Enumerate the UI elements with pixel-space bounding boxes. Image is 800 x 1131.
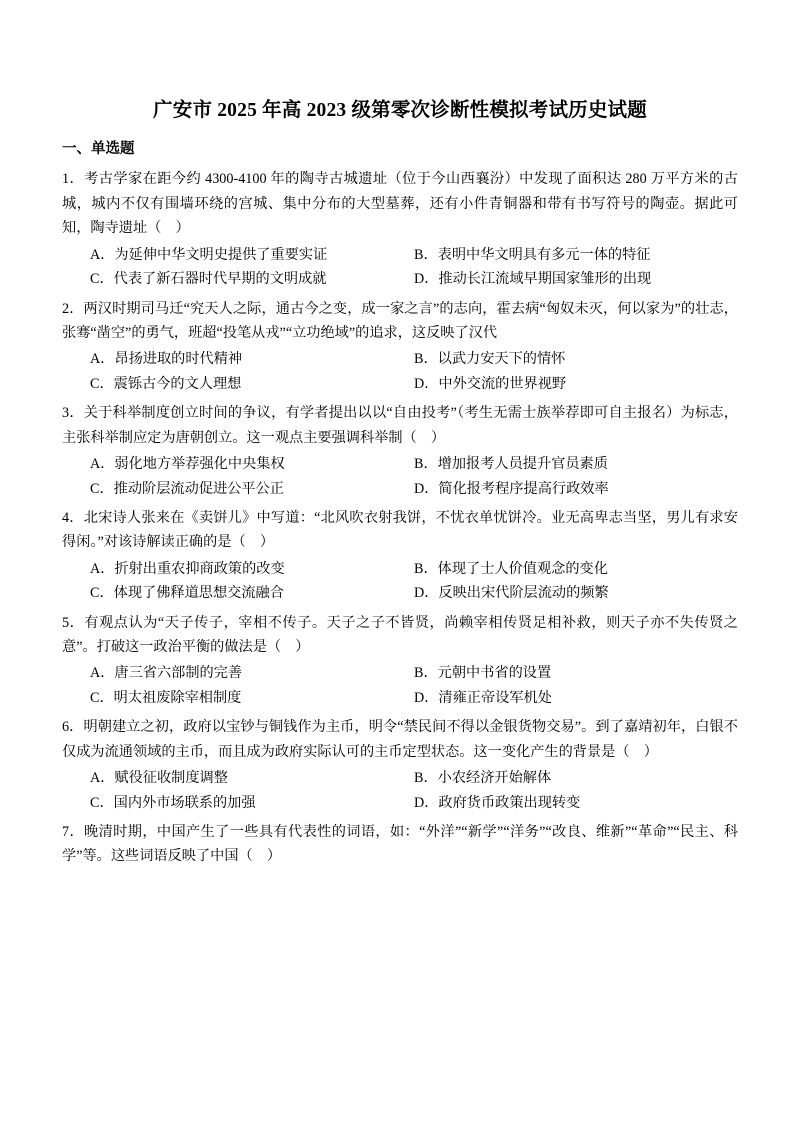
option-row	[62, 791, 738, 815]
question-item	[62, 506, 738, 606]
option-d[interactable]: D．中外交流的世界视野	[414, 375, 567, 392]
question-number: 5．	[62, 614, 85, 631]
option-c[interactable]: C．国内外市场联系的加强	[90, 794, 256, 811]
option-d[interactable]: D．反映出宋代阶层流动的频繁	[414, 585, 609, 602]
option-c[interactable]: C．推动阶层流动促进公平公正	[90, 480, 284, 497]
question-number: 7．	[62, 823, 85, 840]
option-row	[62, 557, 738, 581]
question-text: 两汉时期司马迁“究天人之际，通古今之变，成一家之言”的志向，霍去病“匈奴未灭，何以家为”的壮志，张骞“凿空”的勇气，班超“投笔从戎”“立功绝域”的追求，这反映了汉代	[62, 300, 738, 341]
option-d[interactable]: D．推动长江流域早期国家雏形的出现	[414, 271, 652, 288]
option-a[interactable]: A．为延伸中华文明史提供了重要实证	[90, 246, 328, 263]
question-text: 关于科举制度创立时间的争议，有学者提出以以“自由投考”（考生无需士族举荐即可自主报名）为标志，主张科举制应定为唐朝创立。这一观点主要强调科举制（ ）	[62, 405, 738, 446]
question-item	[62, 167, 738, 291]
option-c[interactable]: C．明太祖废除宰相制度	[90, 689, 242, 706]
question-stem	[62, 401, 738, 450]
question-options	[62, 243, 738, 292]
question-text: 晚清时期，中国产生了一些具有代表性的词语，如：“外洋”“新学”“洋务”“改良、维新”“革命”“民主、科学”等。这些词语反映了中国（ ）	[62, 823, 738, 865]
question-text: 考古学家在距今约 4300-4100 年的陶寺古城遗址（位于今山西襄汾）中发现了面积达 280 万平方米的古城，城内不仅有围墙环绕的宫城、集中分布的大型墓葬，还有小件青铜器和带有书写符号的陶壶。据此可知，陶寺遗址（ ）	[62, 171, 738, 237]
option-row	[62, 372, 738, 396]
option-row	[62, 581, 738, 605]
option-row	[62, 766, 738, 790]
option-row	[62, 661, 738, 685]
question-text: 北宋诗人张来在《卖饼儿》中写道：“北风吹衣射我饼，不忧衣单忧饼冷。业无高卑志当坚，男儿有求安得闲。”对该诗解读正确的是（ ）	[62, 509, 738, 551]
option-b[interactable]: B．以武力安天下的情怀	[414, 351, 566, 368]
option-a[interactable]: A．赋役征收制度调整	[90, 770, 228, 787]
question-options	[62, 452, 738, 501]
question-stem	[62, 715, 738, 764]
option-b[interactable]: B．小农经济开始解体	[414, 770, 552, 787]
option-row	[62, 267, 738, 291]
question-stem	[62, 611, 738, 660]
question-number: 2．	[62, 300, 84, 317]
question-number: 1．	[62, 171, 85, 188]
question-text: 明朝建立之初，政府以宝钞与铜钱作为主币，明令“禁民间不得以金银货物交易”。到了嘉靖初年，白银不仅成为流通领域的主币，而且成为政府实际认可的主币定型状态。这一变化产生的背景是（ ）	[62, 719, 738, 760]
option-d[interactable]: D．简化报考程序提高行政效率	[414, 480, 609, 497]
option-a[interactable]: A．昂扬进取的时代精神	[90, 351, 243, 368]
option-a[interactable]: A．弱化地方举荐强化中央集权	[90, 456, 285, 473]
option-c[interactable]: C．体现了佛释道思想交流融合	[90, 585, 284, 602]
question-stem	[62, 506, 738, 555]
option-row	[62, 243, 738, 267]
question-text: 有观点认为“天子传子，宰相不传子。天子之子不皆贤，尚赖宰相传贤足相补救，则天子亦不失传贤之意”。打破这一政治平衡的做法是（ ）	[62, 614, 738, 656]
question-item	[62, 715, 738, 815]
question-stem	[62, 820, 738, 869]
question-options	[62, 661, 738, 710]
option-b[interactable]: B．体现了士人价值观念的变化	[414, 560, 608, 577]
option-row	[62, 477, 738, 501]
question-item	[62, 820, 738, 869]
question-item	[62, 297, 738, 397]
question-options	[62, 557, 738, 606]
question-options	[62, 766, 738, 815]
question-options	[62, 347, 738, 396]
option-d[interactable]: D．政府货币政策出现转变	[414, 794, 581, 811]
option-b[interactable]: B．表明中华文明具有多元一体的特征	[414, 246, 651, 263]
option-d[interactable]: D．清雍正帝设军机处	[414, 689, 552, 706]
option-row	[62, 347, 738, 371]
option-a[interactable]: A．折射出重农抑商政策的改变	[90, 560, 285, 577]
option-b[interactable]: B．元朝中书省的设置	[414, 665, 552, 682]
question-number: 3．	[62, 405, 84, 422]
option-a[interactable]: A．唐三省六部制的完善	[90, 665, 243, 682]
question-stem	[62, 167, 738, 240]
option-b[interactable]: B．增加报考人员提升官员素质	[414, 456, 608, 473]
question-stem	[62, 297, 738, 346]
page-title: 广安市 2025 年高 2023 级第零次诊断性模拟考试历史试题	[153, 100, 647, 121]
question-item	[62, 611, 738, 711]
section-heading: 一、单选题	[62, 141, 135, 158]
option-row	[62, 452, 738, 476]
option-row	[62, 686, 738, 710]
question-number: 6．	[62, 719, 84, 736]
option-c[interactable]: C．代表了新石器时代早期的文明成就	[90, 271, 327, 288]
option-c[interactable]: C．震铄古今的文人理想	[90, 375, 242, 392]
question-number: 4．	[62, 509, 84, 526]
question-item	[62, 401, 738, 501]
